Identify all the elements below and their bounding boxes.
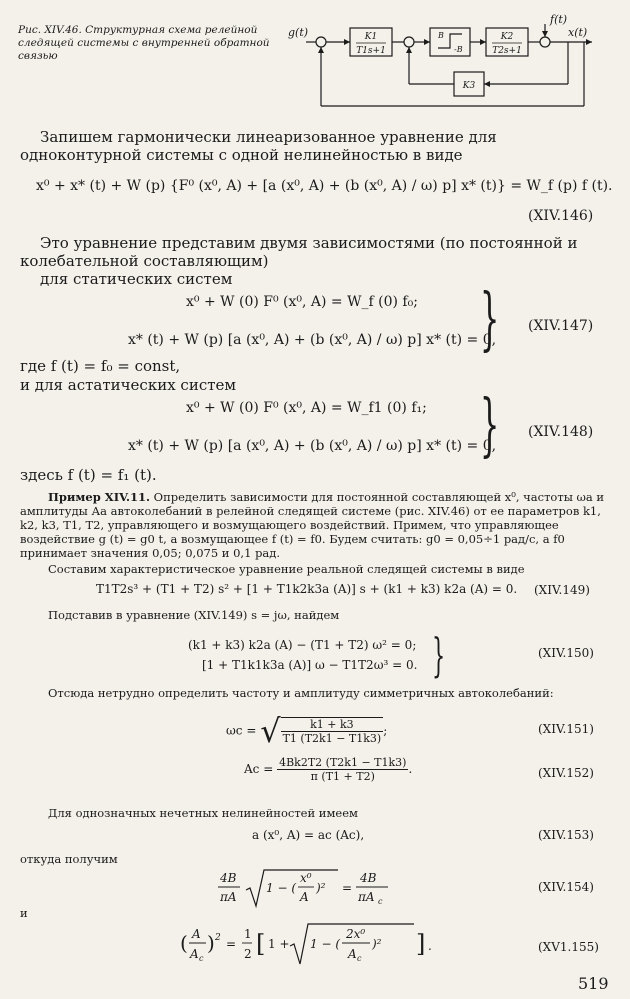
equation-152-lhs: Ac = bbox=[244, 762, 274, 776]
equation-146-number: (XIV.146) bbox=[528, 208, 594, 224]
svg-text:)²: )² bbox=[372, 937, 382, 951]
equation-147a: x⁰ + W (0) F⁰ (x⁰, A) = W_f (0) f₀; bbox=[186, 294, 418, 310]
svg-text:): ) bbox=[207, 931, 215, 955]
equation-150-number: (XIV.150) bbox=[538, 646, 594, 660]
svg-text:A: A bbox=[190, 947, 199, 961]
block-k2-den: T2s+1 bbox=[492, 46, 522, 56]
svg-text:4B: 4B bbox=[220, 871, 237, 885]
summing-junction-1 bbox=[316, 37, 326, 47]
paragraph-whence: откуда получим bbox=[20, 852, 118, 866]
paragraph-hence: Отсюда нетрудно определить частоту и амплитуду симметричных автоколебаний: bbox=[48, 686, 554, 700]
summing-junction-3 bbox=[540, 37, 550, 47]
equation-148a: x⁰ + W (0) F⁰ (x⁰, A) = W_f1 (0) f₁; bbox=[186, 400, 427, 416]
paragraph-char-eq: Составим характеристическое уравнение реальной следящей системы в виде bbox=[48, 562, 525, 576]
brace-147: } bbox=[479, 280, 500, 359]
svg-text:A: A bbox=[192, 927, 201, 941]
svg-text:x⁰: x⁰ bbox=[300, 871, 312, 885]
brace-148: } bbox=[479, 386, 500, 465]
svg-text:.: . bbox=[428, 939, 432, 953]
svg-text:2: 2 bbox=[215, 933, 221, 943]
paragraph-here-f: здесь f (t) = f₁ (t). bbox=[20, 466, 157, 484]
svg-text:πA: πA bbox=[220, 890, 237, 904]
paragraph-static: для статических систем bbox=[40, 270, 233, 288]
block-k1-num: K1 bbox=[364, 32, 378, 42]
example-body: Определить зависимости для постоянной составляющей x⁰, частоты ωа и амплитуды Аа автоколебаний в релейной следящей системе (рис. XIV.46) от ее параметров k1, k2, k3, T1, T2, управляющего и возмущающего воздействий. Примем, что управляющее воздействие g (t) = g0 t, а возмущающее f (t) = f0. Будем считать: g0 = 0,05÷1 рад/с, а f0 принимает значения 0,05; 0,075 и 0,1 рад. bbox=[20, 490, 605, 560]
input-label: g(t) bbox=[288, 26, 309, 39]
paragraph-and: и bbox=[20, 906, 28, 920]
equation-150a: (k1 + k3) k2a (A) − (T1 + T2) ω² = 0; bbox=[188, 638, 417, 652]
block-k2-num: K2 bbox=[500, 32, 514, 42]
page-number: 519 bbox=[578, 974, 609, 993]
svg-text:2x⁰: 2x⁰ bbox=[346, 927, 366, 941]
equation-151-denominator: T1 (T2k1 − T1k3) bbox=[282, 732, 382, 745]
svg-text:[: [ bbox=[256, 930, 266, 958]
equation-155 bbox=[180, 920, 440, 968]
block-k1-den: T1s+1 bbox=[356, 46, 386, 56]
equation-149: T1T2s³ + (T1 + T2) s² + [1 + T1k2k3a (A)] s + (k1 + k3) k2a (A) = 0. bbox=[96, 582, 518, 596]
block-k3-label: K3 bbox=[462, 81, 476, 91]
equation-154 bbox=[216, 866, 416, 910]
equation-152-number: (XIV.152) bbox=[538, 766, 594, 780]
equation-152-numerator: 4Bk2T2 (T2k1 − T1k3) bbox=[279, 756, 407, 769]
equation-155-number: (XV1.155) bbox=[538, 940, 599, 954]
svg-text:(: ( bbox=[180, 931, 188, 955]
svg-text:A: A bbox=[348, 947, 357, 961]
svg-text:c: c bbox=[199, 954, 204, 963]
sqrt-sign: √ bbox=[260, 712, 281, 750]
paragraph-substitute: Подставив в уравнение (XIV.149) s = jω, найдем bbox=[48, 608, 340, 622]
example-paragraph bbox=[20, 490, 612, 560]
equation-152-denominator: π (T1 + T2) bbox=[310, 770, 375, 783]
equation-148b: x* (t) + W (p) [a (x⁰, A) + (b (x⁰, A) / ω) p] x* (t) = 0, bbox=[128, 438, 497, 454]
svg-text:=: = bbox=[342, 881, 353, 895]
svg-text:c: c bbox=[357, 954, 362, 963]
equation-151-numerator: k1 + k3 bbox=[281, 718, 384, 732]
relay-top-label: B bbox=[438, 31, 444, 40]
paragraph-intro: Запишем гармонически линеаризованное уравнение для одноконтурной системы с одной нелинейностью в виде bbox=[20, 128, 497, 164]
relay-bottom-label: -B bbox=[454, 45, 463, 54]
equation-148-number: (XIV.148) bbox=[528, 424, 594, 440]
example-heading: Пример XIV.11. bbox=[48, 490, 151, 504]
svg-text:=: = bbox=[226, 937, 237, 951]
summing-junction-2 bbox=[404, 37, 414, 47]
equation-147b: x* (t) + W (p) [a (x⁰, A) + (b (x⁰, A) / ω) p] x* (t) = 0, bbox=[128, 332, 497, 348]
svg-text:1 +: 1 + bbox=[268, 937, 290, 951]
equation-153-number: (XIV.153) bbox=[538, 828, 594, 842]
equation-152: Ac = $\frac{4Bk2T2 (T2k1 - T1k3)}{\pi (T1 + T2)}$ . bbox=[244, 756, 413, 783]
svg-text:c: c bbox=[378, 897, 383, 906]
equation-151-number: (XIV.151) bbox=[538, 722, 594, 736]
disturbance-label: f(t) bbox=[550, 14, 568, 26]
svg-text:A: A bbox=[300, 890, 309, 904]
equation-146: x⁰ + x* (t) + W (p) {F⁰ (x⁰, A) + [a (x⁰, A) + (b (x⁰, A) / ω) p] x* (t)} = W_f (p) f (t). bbox=[36, 178, 613, 194]
paragraph-two-dependencies: Это уравнение представим двумя зависимостями (по постоянной и колебательной составляющим) bbox=[20, 234, 578, 270]
equation-151-lhs: ωc = bbox=[226, 723, 257, 738]
svg-text:]: ] bbox=[416, 930, 426, 958]
svg-text:1: 1 bbox=[244, 927, 252, 941]
svg-text:2: 2 bbox=[244, 947, 252, 961]
equation-151: ωc = √ $\frac{k1 + k3}{T1 (T2k1 - T1k3)}$ ; bbox=[226, 712, 388, 750]
svg-text:4B: 4B bbox=[360, 871, 377, 885]
equation-149-number: (XIV.149) bbox=[534, 583, 590, 597]
svg-text:1 − (: 1 − ( bbox=[266, 881, 296, 895]
svg-text:πA: πA bbox=[358, 890, 375, 904]
brace-150: } bbox=[432, 628, 446, 682]
equation-147-number: (XIV.147) bbox=[528, 318, 594, 334]
equation-153: a (x⁰, A) = ac (Ac), bbox=[252, 828, 365, 842]
block-diagram bbox=[288, 14, 600, 114]
svg-text:)²: )² bbox=[316, 881, 326, 895]
equation-154-number: (XIV.154) bbox=[538, 880, 594, 894]
output-label: x(t) bbox=[568, 26, 588, 39]
paragraph-where-f: где f (t) = f₀ = const, bbox=[20, 357, 181, 375]
paragraph-astatic: и для астатических систем bbox=[20, 376, 237, 394]
figure-caption: Рис. XIV.46. Структурная схема релейной следящей системы с внутренней обратной связью bbox=[18, 24, 270, 62]
paragraph-odd-nonlinear: Для однозначных нечетных нелинейностей имеем bbox=[48, 806, 358, 820]
svg-text:1 − (: 1 − ( bbox=[310, 937, 340, 951]
equation-150b: [1 + T1k1k3a (A)] ω − T1T2ω³ = 0. bbox=[202, 658, 418, 672]
